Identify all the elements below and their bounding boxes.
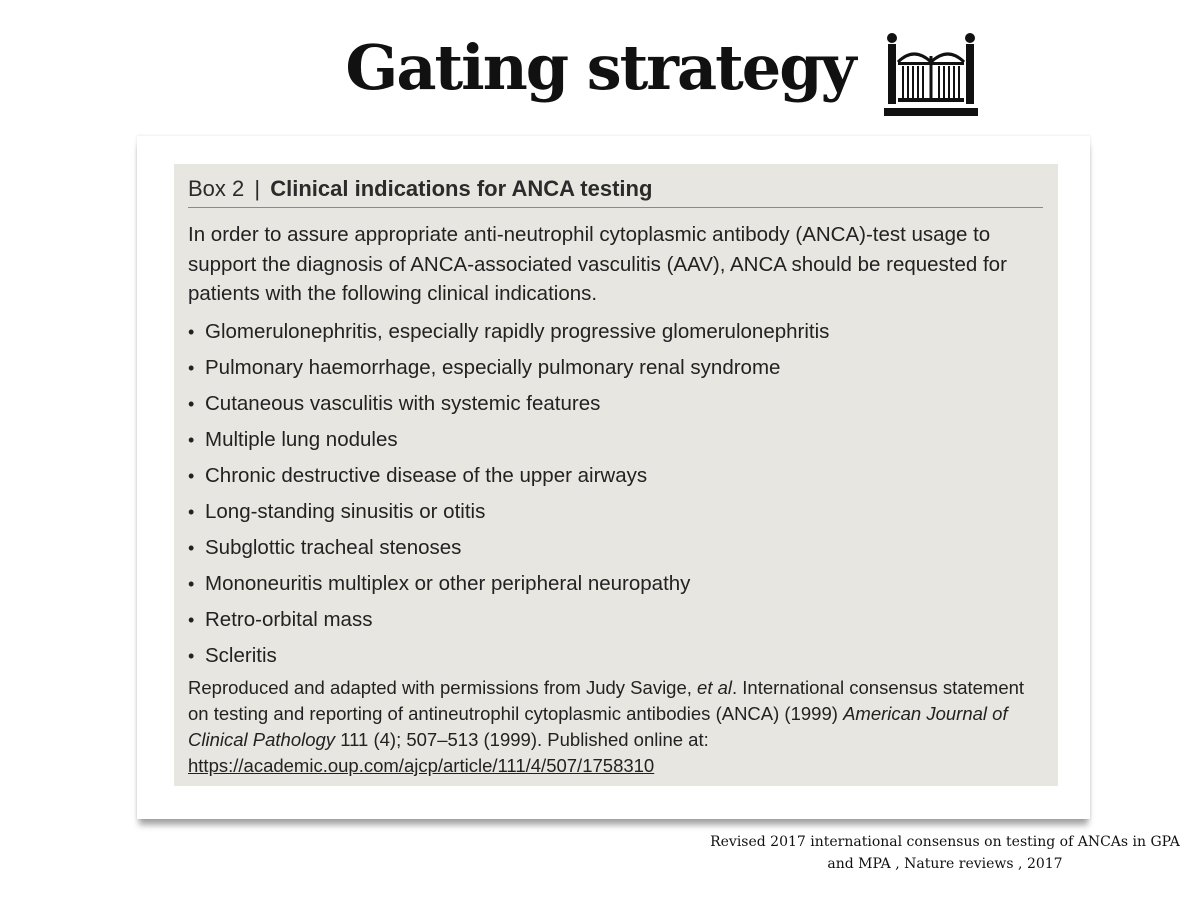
slide-title: Gating strategy [345,31,855,104]
box-heading: Clinical indications for ANCA testing [270,176,653,201]
reference-link[interactable]: https://academic.oup.com/ajcp/article/111/4/507/1758310 [188,755,655,776]
list-item: • Multiple lung nodules [188,422,829,458]
list-item: • Pulmonary haemorrhage, especially pulmonary renal syndrome [188,350,829,386]
list-item: • Chronic destructive disease of the upper airways [188,458,829,494]
bullet-icon: • [188,574,195,594]
list-item: • Cutaneous vasculitis with systemic features [188,386,829,422]
bullet-icon: • [188,466,195,486]
bullet-icon: • [188,322,195,342]
bullet-icon: • [188,646,195,666]
list-item: • Long-standing sinusitis or otitis [188,494,829,530]
box-separator: | [254,176,261,201]
list-item: • Scleritis [188,638,829,674]
bullet-icon: • [188,502,195,522]
bullet-icon: • [188,538,195,558]
indications-list [188,314,829,674]
journal-name: American Journal of Clinical Pathology [188,703,1008,750]
bullet-icon: • [188,610,195,630]
list-item: • Subglottic tracheal stenoses [188,530,829,566]
clinical-indications-box [174,164,1058,786]
box-header [188,173,1043,208]
et-al: et al [697,677,732,698]
source-citation: Revised 2017 international consensus on testing of ANCAs in GPA and MPA , Nature reviews , 2017 [710,834,1180,872]
reference-note: Reproduced and adapted with permissions from Judy Savige, et al. International consensus statement on testing and reporting of antineutrophil cytoplasmic antibodies (ANCA) (1999) American Journal of Clinical Pathology 111 (4); 507–513 (1999). Published online at: https://academic.oup.com/ajcp/article/111/4/507/1758310 [188,677,1025,776]
bullet-icon: • [188,430,195,450]
list-item: • Glomerulonephritis, especially rapidly progressive glomerulonephritis [188,314,829,350]
gate-icon [884,32,978,116]
box-intro: In order to assure appropriate anti-neutrophil cytoplasmic antibody (ANCA)-test usage to support the diagnosis of ANCA-associated vasculitis (AAV), ANCA should be requested for patients with the following clinical indications. [188,223,1007,305]
figure-card [137,136,1090,819]
box-number: Box 2 [188,176,245,201]
bullet-icon: • [188,358,195,378]
bullet-icon: • [188,394,195,414]
list-item: • Retro-orbital mass [188,602,829,638]
list-item: • Mononeuritis multiplex or other peripheral neuropathy [188,566,829,602]
